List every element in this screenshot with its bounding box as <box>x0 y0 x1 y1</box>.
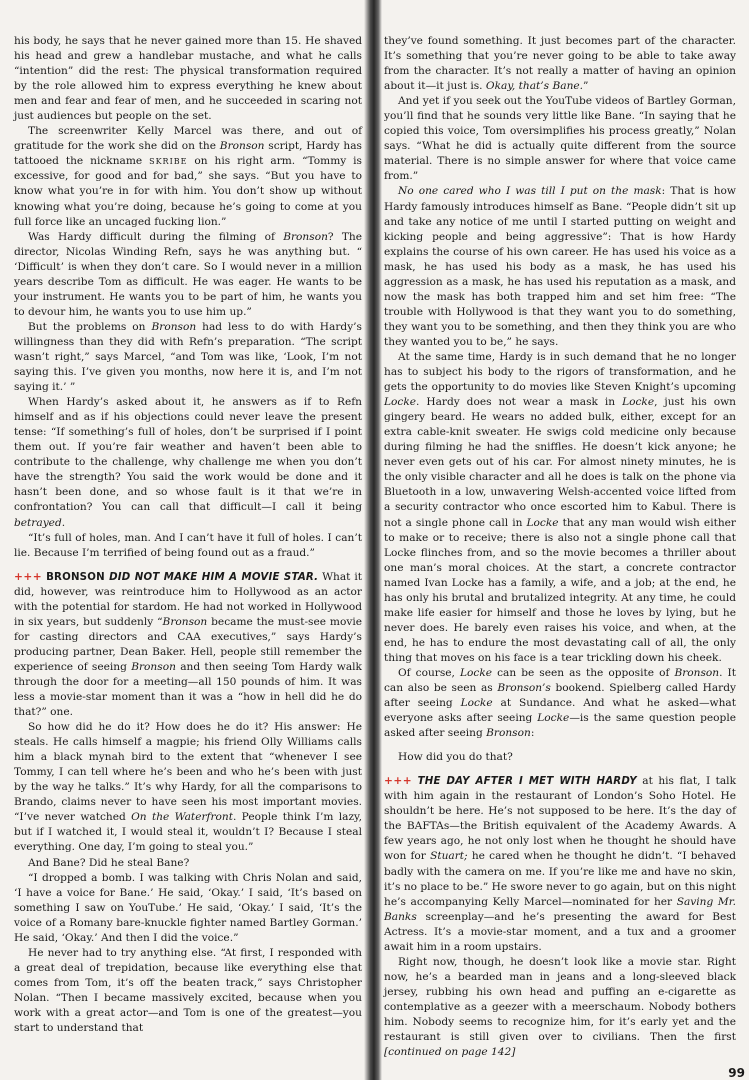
continued-jump: [continued on page 142] <box>384 1046 516 1059</box>
paragraph: And yet if you seek out the YouTube videos of Bartley Gorman, you’ll find that he sounds very little like Bane. “In saying that he copied this voice, Tom oversimplifies his process greatly,” Nolan says. “What he did is actually quite different from the source material. There is no simple answer for where that voice came from.” <box>384 95 736 183</box>
paragraph: When Hardy’s asked about it, he answers as if to Refn himself and as if his objections could never leave the present tense: “If something’s full of holes, don’t be surprised if I point them out. If you’re fair weather and haven’t been able to contribute to the challenge, why challenge me when you don’t have the strength? You said the work would be done and it hasn’t been done, and so whose fault is it that we’re in confrontation? You can call that difficult—I call it being betrayed. <box>14 396 362 529</box>
right-column <box>384 34 736 1060</box>
paragraph: No one cared who I was till I put on the mask: That is how Hardy famously introduces himself as Bane. “People didn’t sit up and take any notice of me until I started putting on weight and kicking people and being aggressive”: That is how Hardy explains the course of his own career. He has used his voice as a mask, he has used his body as a mask, he has used his aggression as a mask, he has used his reputation as a mask, and now the mask has both trapped him and set him free: “The trouble with Hollywood is that they want you to do something, they want you to be something, and then they think you are who they wanted you to be,” he says. <box>384 185 736 348</box>
section-marker: +++ <box>14 570 43 583</box>
paragraph: Was Hardy difficult during the filming of Bronson? The director, Nicolas Winding Refn, says he was anything but. “ ‘Difficult’ is when they don’t care. So I would never in a million years describe Tom as difficult. He was eager. He wants to be your instrument. He wants you to be part of him, he wants you to devour him, he wants you to use him up.” <box>14 230 362 318</box>
paragraph: But the problems on Bronson had less to do with Hardy’s willingness than they did with Refn’s preparation. “The script wasn’t right,” says Marcel, “and Tom was like, ‘Look, I’m not saying this. I’ve given you months, now here it is, and I’m not saying it.’ ” <box>14 320 362 394</box>
left-column <box>14 34 362 1036</box>
paragraph: The screenwriter Kelly Marcel was there, and out of gratitude for the work she did on the Bronson script, Hardy has tattooed the nickname SKRIBE on his right arm. “Tommy is excessive, for good and for bad,” she says. “But you have to know what you’re in for with him. You don’t show up without knowing what you’re doing, because he’s going to come at you full force like an uncaged fucking lion.” <box>14 125 362 228</box>
paragraph: Of course, Locke can be seen as the opposite of Bronson. It can also be seen as Bronson’s bookend. Spielberg called Hardy after seeing Locke at Sundance. And what he asked—what everyone asks after seeing Locke—is the same question people asked after seeing Bronson: <box>384 666 737 740</box>
paragraph: How did you do that? <box>398 751 513 764</box>
page-gutter <box>364 0 382 1080</box>
paragraph: Right now, though, he doesn’t look like a movie star. Right now, he’s a bearded man in jeans and a long-sleeved black jersey, rubbing his own head and puffing an e-cigarette as contemplative as a geezer with a meerschaum. Nobody bothers him. Nobody seems to recognize him, for it’s early yet and the restaurant is still given over to civilians. Then the first [continued on page 142] <box>384 955 736 1059</box>
section-lead: BRONSON DID NOT MAKE HIM A MOVIE STAR. <box>46 571 319 583</box>
paragraph: his body, he says that he never gained more than 15. He shaved his head and grew a handlebar mustache, and what he calls “intention” did the rest: The physical transformation required by the role allowed him to express everything he knew about men and fear and fear of men, and he succeeded in scaring not just audiences but people on the set. <box>14 35 362 123</box>
paragraph: So how did he do it? How does he do it? His answer: He steals. He calls himself a magpie; his friend Olly Williams calls him a black mynah bird to the extent that “whenever I see Tommy, I can tell where he’s been and who he’s been with just by the way he talks.” It’s why Hardy, for all the comparisons to Brando, claims never to have seen his most important movies. “I’ve never watched On the Waterfront. People think I’m lazy, but if I watched it, I would steal it, wouldn’t I? Because I steal everything. One day, I’m going to steal you.” <box>14 721 362 854</box>
paragraph: “It’s full of holes, man. And I can’t have it full of holes. I can’t lie. Because I’m terrified of being found out as a fraud.” <box>14 531 362 559</box>
section-paragraph: +++ BRONSON DID NOT MAKE HIM A MOVIE STAR. What it did, however, was reintroduce him to Hollywood as an actor with the potential for stardom. He had not worked in Hollywood in six years, but suddenly “Bronson became the must-see movie for casting directors and CAA executives,” says Hardy’s producing partner, Dean Baker. Hell, people still remember the experience of seeing Bronson and then seeing Tom Hardy walk through the door for a meeting—all 150 pounds of him. It was less a movie-star moment than it was a “how in hell did he do that?” one. <box>14 570 363 719</box>
paragraph: At the same time, Hardy is in such demand that he no longer has to subject his body to the rigors of transformation, and he gets the opportunity to do movies like Steven Knight’s upcoming Locke. Hardy does not wear a mask in Locke, just his own gingery beard. He wears no added bulk, either, except for an extra cable-knit sweater. He swigs cold medicine only because during filming he had the sniffles. He doesn’t kick anyone; he never even gets out of his car. For almost ninety minutes, he is the only visible character and all he does is talk on the phone via Bluetooth in a low, unwavering Welsh-accented voice lifted from a security contractor who once escorted him to Kabul. There is not a single phone call in Locke that any man would wish either to make or to receive; there is also not a single phone call that Locke flinches from, and so the movie becomes a thriller about one man’s moral choices. At the start, a concrete contractor named Ivan Locke has a family, a wife, and a job; at the end, he has only his brutal and brutalized integrity. At any time, he could make life easier for himself and those he loves by lying, but he never does. He barely even raises his voice, and when, at the end, he has to endure the most devastating call of all, the only thing that moves on his face is a tear trickling down his cheek. <box>384 350 736 664</box>
paragraph: And Bane? Did he steal Bane? <box>28 856 190 869</box>
paragraph: He never had to try anything else. “At first, I responded with a great deal of trepidation, because like everything else that comes from Tom, it’s off the beaten track,” says Christopher Nolan. “Then I became massively excited, because when you work with a great actor—and Tom is one of the greatest—you start to understand that <box>14 946 362 1035</box>
section-marker: +++ <box>384 775 413 788</box>
paragraph: they’ve found something. It just becomes part of the character. It’s something that you’re never going to be able to take away from the character. It’s not really a matter of having an opinion about it—it just is. Okay, that’s Bane.” <box>384 35 736 93</box>
section-lead: THE DAY AFTER I MET WITH HARDY <box>417 776 637 788</box>
page-number: 99 <box>728 1066 745 1080</box>
section-paragraph: +++ THE DAY AFTER I MET WITH HARDY at his flat, I talk with him again in the restaurant of London’s Soho Hotel. He shouldn’t be here. He’s not supposed to be here. It’s the day of the BAFTAs—the British equivalent of the Academy Awards. A few years ago, he not only lost when he thought he should have won for Stuart; he cared when he thought he didn’t. “I behaved badly with the camera on me. If you’re like me and have no skin, it’s no place to be.” He swore never to go again, but on this night he’s accompanying Kelly Marcel—nominated for her Saving Mr. Banks screenplay—and he’s presenting the award for Best Actress. It’s a movie-star moment, and a tux and a groomer await him in a room upstairs. <box>384 775 736 953</box>
paragraph: “I dropped a bomb. I was talking with Chris Nolan and said, ‘I have a voice for Bane.’ He said, ‘Okay.’ I said, ‘It’s based on something I saw on YouTube.’ He said, ‘Okay.’ I said, ‘It’s the voice of a Romany bare-knuckle fighter named Bartley Gorman.’ He said, ‘Okay.’ And then I did the voice.” <box>14 871 362 944</box>
